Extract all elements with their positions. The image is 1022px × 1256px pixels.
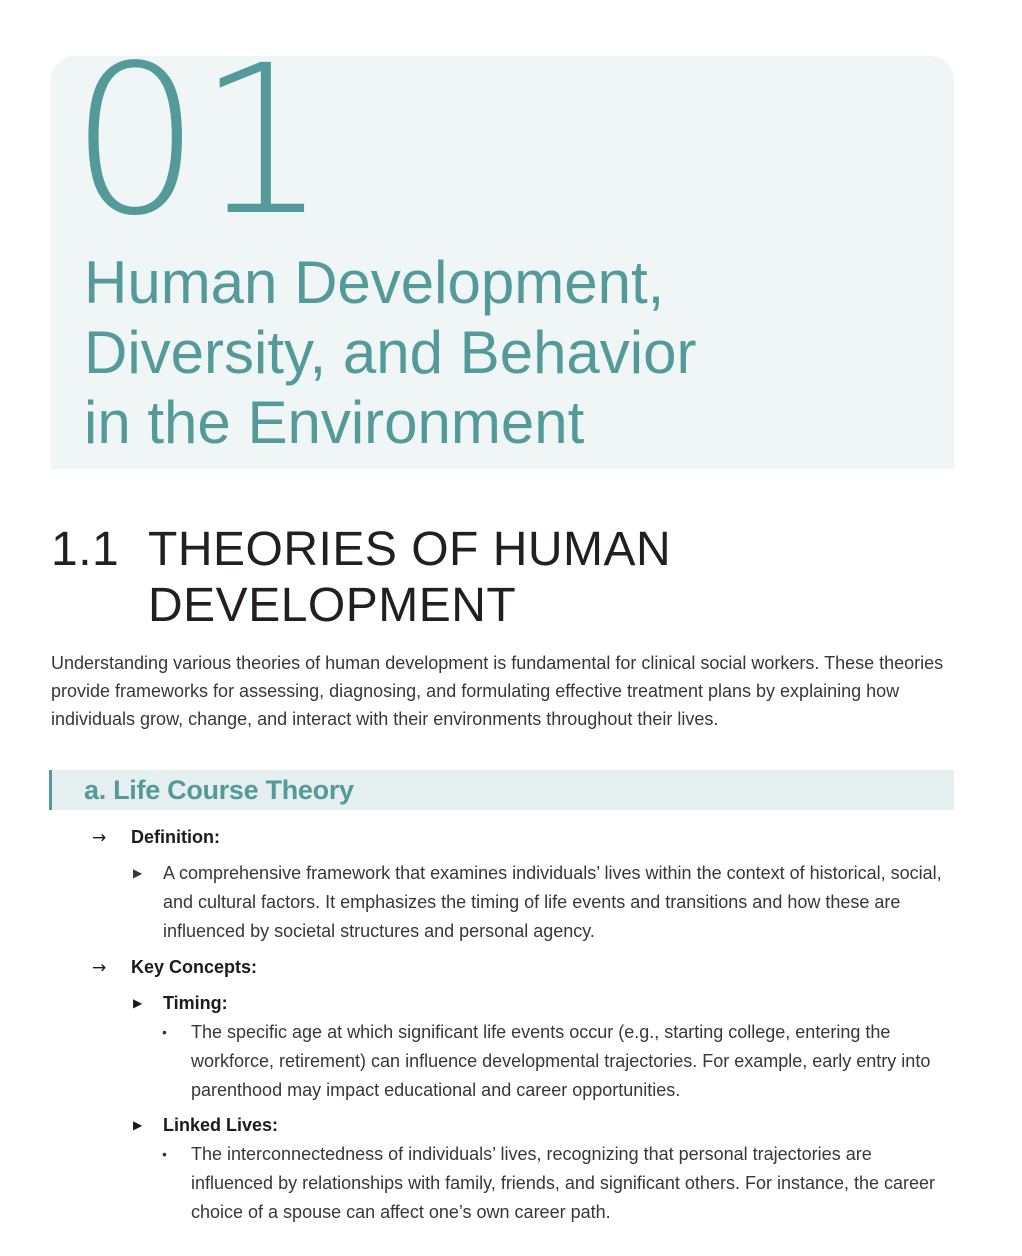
section-number: 1.1 [51, 523, 120, 576]
chapter-title-line-1: Human Development, [84, 249, 665, 316]
definition-item [92, 823, 220, 852]
key-concepts-label: Key Concepts: [131, 957, 258, 977]
section-title-line-1: THEORIES OF HUMAN [148, 523, 672, 576]
subsection-heading [49, 770, 954, 810]
concept-linked-lives [133, 1111, 278, 1139]
bullet-icon: • [162, 1024, 167, 1040]
concept-timing-text: The specific age at which significant life events occur (e.g., starting college, entering the workforce, retirement) can influence developmental trajectories. For example, early entry into parenthood may impact educational and career opportunities. [191, 1022, 931, 1100]
concept-linked-lives-text: The interconnectedness of individuals’ lives, recognizing that personal trajectories are influenced by relationships with family, friends, and significant others. For instance, the career choice of a spouse can affect one’s own career path. [191, 1144, 936, 1222]
concept-timing-label: Timing: [163, 993, 228, 1013]
chapter-title-line-3: in the Environment [84, 389, 585, 456]
triangle-right-icon: ▶ [133, 996, 143, 1010]
concept-timing [133, 989, 228, 1017]
triangle-right-icon: ▶ [133, 1118, 143, 1132]
section-title [148, 522, 848, 634]
arrow-right-icon: → [92, 958, 107, 978]
concept-linked-lives-detail [162, 1140, 952, 1227]
section-intro-paragraph: Understanding various theories of human development is fundamental for clinical social workers. These theories provide frameworks for assessing, diagnosing, and formulating effective treatment plans by explaining how individuals grow, change, and interact with their environments throughout their lives. [51, 653, 944, 729]
subsection-title: a. Life Course Theory [84, 775, 354, 805]
definition-text: A comprehensive framework that examines individuals’ lives within the context of historical, social, and cultural factors. It emphasizes the timing of life events and transitions and how these are influenced by societal structures and personal agency. [163, 863, 942, 941]
chapter-title-line-2: Diversity, and Behavior [84, 319, 697, 386]
definition-detail [133, 859, 953, 946]
arrow-right-icon: → [92, 828, 107, 848]
key-concepts-item [92, 953, 257, 982]
concept-linked-lives-label: Linked Lives: [163, 1115, 279, 1135]
chapter-number: 01 [70, 21, 325, 261]
chapter-title [84, 248, 884, 458]
section-title-line-2: DEVELOPMENT [148, 579, 517, 632]
triangle-right-icon: ▶ [133, 866, 143, 880]
subsection-accent-bar [49, 770, 52, 810]
definition-label: Definition: [131, 827, 220, 847]
bullet-icon: • [162, 1146, 167, 1162]
concept-timing-detail [162, 1018, 952, 1105]
